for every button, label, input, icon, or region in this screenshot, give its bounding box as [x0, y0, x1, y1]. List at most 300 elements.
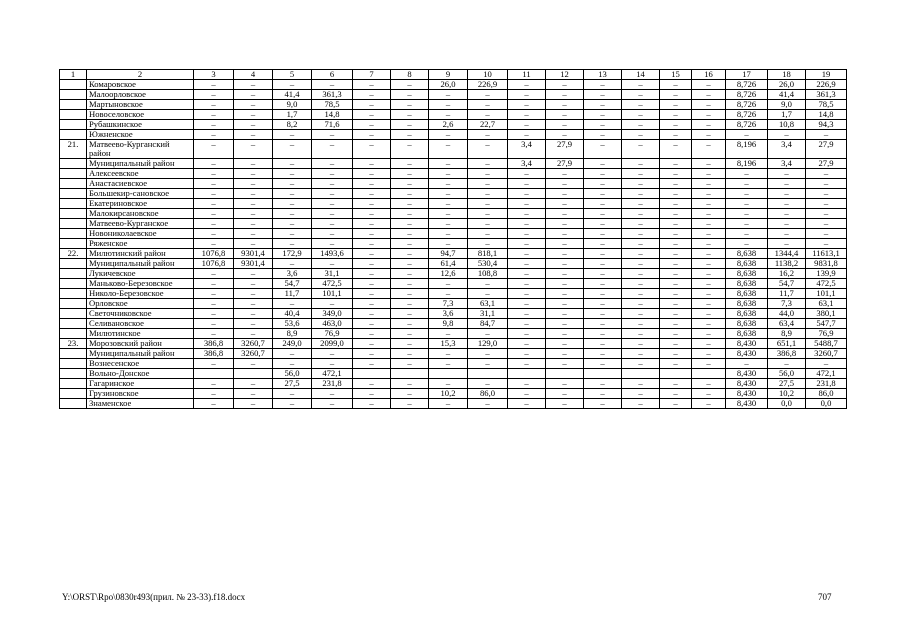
table-cell: 3,6 — [273, 269, 312, 279]
table-cell: 101,1 — [312, 289, 353, 299]
table-cell: 63,1 — [806, 299, 847, 309]
table-cell: – — [622, 319, 660, 329]
table-cell: – — [584, 379, 622, 389]
header-cell: 5 — [273, 70, 312, 80]
table-cell: 101,1 — [806, 289, 847, 299]
table-cell: – — [194, 80, 234, 90]
table-cell: – — [508, 239, 546, 249]
table-cell: – — [468, 90, 508, 100]
table-cell: – — [622, 349, 660, 359]
table-row — [60, 249, 847, 259]
table-cell: – — [273, 159, 312, 169]
table-cell: 21. — [60, 140, 87, 159]
header-cell: 13 — [584, 70, 622, 80]
table-cell: – — [429, 279, 468, 289]
table-cell: 8,638 — [726, 259, 768, 269]
table-cell: – — [194, 239, 234, 249]
table-cell: – — [726, 219, 768, 229]
table-cell: – — [194, 379, 234, 389]
table-cell: – — [353, 239, 391, 249]
table-cell: 651,1 — [768, 339, 806, 349]
table-cell: – — [806, 199, 847, 209]
table-cell: 3260,7 — [234, 349, 273, 359]
table-cell: – — [660, 219, 692, 229]
table-cell: – — [692, 289, 726, 299]
table-cell: 361,3 — [806, 90, 847, 100]
table-cell: – — [546, 229, 584, 239]
table-cell: – — [584, 140, 622, 159]
table-cell: – — [584, 219, 622, 229]
table-cell: – — [692, 130, 726, 140]
table-cell: – — [194, 269, 234, 279]
table-cell: – — [726, 130, 768, 140]
table-cell: – — [622, 359, 660, 369]
table-cell: – — [234, 219, 273, 229]
table-cell: – — [234, 100, 273, 110]
table-cell: – — [546, 110, 584, 120]
table-cell: – — [468, 100, 508, 110]
table-cell: – — [429, 359, 468, 369]
table-cell: – — [429, 329, 468, 339]
table-row — [60, 80, 847, 90]
table-cell — [622, 369, 660, 379]
table-cell: 8,9 — [273, 329, 312, 339]
table-cell: – — [768, 199, 806, 209]
header-cell: 16 — [692, 70, 726, 80]
table-row — [60, 199, 847, 209]
table-cell: – — [194, 199, 234, 209]
table-cell: – — [508, 229, 546, 239]
table-row — [60, 289, 847, 299]
table-row — [60, 319, 847, 329]
table-cell: – — [312, 199, 353, 209]
table-cell: – — [806, 209, 847, 219]
table-cell: – — [234, 140, 273, 159]
table-cell: – — [273, 80, 312, 90]
table-cell: – — [391, 399, 429, 409]
table-cell: – — [584, 189, 622, 199]
table-cell: 8,726 — [726, 80, 768, 90]
table-cell: 2099,0 — [312, 339, 353, 349]
table-cell: 11613,1 — [806, 249, 847, 259]
table-cell: – — [660, 169, 692, 179]
table-cell — [60, 159, 87, 169]
table-cell: – — [692, 179, 726, 189]
table-cell: – — [584, 239, 622, 249]
table-cell: – — [546, 90, 584, 100]
table-cell: 386,8 — [194, 339, 234, 349]
table-cell: – — [391, 379, 429, 389]
table-cell: – — [429, 140, 468, 159]
table-cell: – — [353, 209, 391, 219]
table-row — [60, 100, 847, 110]
table-cell: – — [391, 120, 429, 130]
table-cell: – — [468, 329, 508, 339]
table-cell: – — [622, 259, 660, 269]
table-cell: – — [273, 229, 312, 239]
table-cell: – — [391, 349, 429, 359]
table-cell: 41,4 — [273, 90, 312, 100]
table-cell: – — [353, 389, 391, 399]
table-cell: 9301,4 — [234, 259, 273, 269]
table-cell: – — [508, 339, 546, 349]
table-cell — [60, 219, 87, 229]
table-cell: – — [429, 239, 468, 249]
table-cell: – — [768, 239, 806, 249]
table-cell: – — [546, 100, 584, 110]
table-cell: – — [768, 179, 806, 189]
table-cell: 8,726 — [726, 90, 768, 100]
table-cell: – — [312, 359, 353, 369]
table-cell: Анастасиевское — [87, 179, 194, 189]
table-cell: 226,9 — [806, 80, 847, 90]
table-cell: – — [391, 140, 429, 159]
table-cell: – — [660, 120, 692, 130]
table-cell: 11,7 — [273, 289, 312, 299]
table-cell: – — [234, 90, 273, 100]
table-cell: – — [584, 269, 622, 279]
table-cell: – — [584, 329, 622, 339]
table-cell — [60, 199, 87, 209]
table-row — [60, 349, 847, 359]
table-cell: – — [273, 189, 312, 199]
table-cell: – — [584, 120, 622, 130]
table-cell: – — [660, 269, 692, 279]
table-cell: – — [194, 110, 234, 120]
table-cell: – — [660, 299, 692, 309]
table-cell: 139,9 — [806, 269, 847, 279]
table-cell — [60, 120, 87, 130]
table-cell: – — [622, 169, 660, 179]
table-cell: – — [353, 259, 391, 269]
table-cell: – — [508, 389, 546, 399]
table-cell: – — [622, 159, 660, 169]
table-cell — [60, 329, 87, 339]
table-cell: – — [234, 309, 273, 319]
table-cell: – — [660, 279, 692, 289]
table-cell: – — [660, 80, 692, 90]
table-cell: – — [468, 349, 508, 359]
table-cell: – — [468, 359, 508, 369]
table-cell: – — [622, 100, 660, 110]
table-cell: 8,638 — [726, 269, 768, 279]
table-cell: – — [622, 209, 660, 219]
table-cell: – — [194, 389, 234, 399]
table-cell: 94,7 — [429, 249, 468, 259]
table-cell: – — [726, 169, 768, 179]
table-cell: – — [546, 199, 584, 209]
table-cell — [60, 90, 87, 100]
table-cell: – — [234, 209, 273, 219]
table-cell: – — [468, 140, 508, 159]
table-cell: 8,638 — [726, 329, 768, 339]
table-cell: Грузиновское — [87, 389, 194, 399]
table-cell: – — [660, 189, 692, 199]
table-cell — [60, 229, 87, 239]
table-cell: – — [660, 259, 692, 269]
table-cell: Николо-Березовское — [87, 289, 194, 299]
table-cell: – — [768, 209, 806, 219]
table-cell: – — [622, 339, 660, 349]
table-cell: 472,5 — [806, 279, 847, 289]
table-cell: 1138,2 — [768, 259, 806, 269]
table-row — [60, 339, 847, 349]
table-cell — [60, 299, 87, 309]
table-cell: – — [508, 80, 546, 90]
table-cell: – — [353, 189, 391, 199]
table-cell: – — [429, 110, 468, 120]
table-cell: – — [468, 279, 508, 289]
table-cell: – — [468, 399, 508, 409]
table-row — [60, 140, 847, 159]
table-cell: 8,638 — [726, 319, 768, 329]
table-cell: 10,2 — [768, 389, 806, 399]
table-cell: 94,3 — [806, 120, 847, 130]
table-cell: 231,8 — [806, 379, 847, 389]
table-cell: – — [194, 229, 234, 239]
table-cell: – — [429, 379, 468, 389]
table-cell: – — [546, 189, 584, 199]
table-cell: – — [353, 319, 391, 329]
table-cell: – — [692, 309, 726, 319]
table-cell — [60, 130, 87, 140]
table-cell: – — [622, 219, 660, 229]
table-cell — [60, 179, 87, 189]
table-cell: – — [391, 269, 429, 279]
table-cell: 63,4 — [768, 319, 806, 329]
table-cell: Мартыновское — [87, 100, 194, 110]
table-cell: 84,7 — [468, 319, 508, 329]
table-cell: – — [584, 309, 622, 319]
table-cell: – — [391, 80, 429, 90]
table-cell: – — [660, 359, 692, 369]
table-cell: 1344,4 — [768, 249, 806, 259]
table-cell: 76,9 — [806, 329, 847, 339]
table-row — [60, 169, 847, 179]
table-cell: 1,7 — [768, 110, 806, 120]
table-cell: – — [353, 110, 391, 120]
table-cell: 818,1 — [468, 249, 508, 259]
table-cell: 56,0 — [273, 369, 312, 379]
table-cell: – — [546, 349, 584, 359]
table-cell: 361,3 — [312, 90, 353, 100]
table-cell: 5488,7 — [806, 339, 847, 349]
table-cell: 41,4 — [768, 90, 806, 100]
table-cell — [60, 379, 87, 389]
table-cell: – — [429, 209, 468, 219]
table-cell: – — [273, 399, 312, 409]
table-cell: Гагаринское — [87, 379, 194, 389]
table-cell: 9301,4 — [234, 249, 273, 259]
table-cell: – — [622, 110, 660, 120]
table-cell: – — [429, 189, 468, 199]
table-cell: – — [468, 179, 508, 189]
table-cell: 472,1 — [806, 369, 847, 379]
table-cell: – — [768, 359, 806, 369]
table-cell: 23. — [60, 339, 87, 349]
table-cell: – — [726, 199, 768, 209]
table-cell: – — [353, 179, 391, 189]
table-cell: – — [768, 130, 806, 140]
table-cell: – — [234, 120, 273, 130]
table-cell: Милютинское — [87, 329, 194, 339]
table-cell: – — [429, 100, 468, 110]
table-cell: – — [622, 239, 660, 249]
table-row — [60, 239, 847, 249]
table-cell: – — [273, 389, 312, 399]
table-cell: – — [234, 229, 273, 239]
table-row — [60, 120, 847, 130]
table-cell: – — [584, 100, 622, 110]
table-cell: – — [692, 199, 726, 209]
table-cell: 10,8 — [768, 120, 806, 130]
data-table — [59, 69, 847, 409]
table-cell: – — [391, 249, 429, 259]
table-cell: 3,6 — [429, 309, 468, 319]
table-cell: 8,196 — [726, 140, 768, 159]
table-cell: – — [234, 289, 273, 299]
table-cell — [60, 209, 87, 219]
table-cell: – — [584, 399, 622, 409]
table-cell: – — [468, 159, 508, 169]
table-cell: – — [546, 209, 584, 219]
header-cell: 15 — [660, 70, 692, 80]
table-cell — [60, 309, 87, 319]
table-cell: – — [273, 179, 312, 189]
table-cell: – — [508, 179, 546, 189]
table-cell: – — [692, 120, 726, 130]
table-cell — [234, 369, 273, 379]
table-cell: – — [806, 359, 847, 369]
header-cell: 9 — [429, 70, 468, 80]
table-cell — [508, 369, 546, 379]
table-cell: Рубашкинское — [87, 120, 194, 130]
table-cell: – — [391, 339, 429, 349]
table-cell: – — [692, 259, 726, 269]
table-cell: – — [353, 399, 391, 409]
table-cell: Вольно-Донское — [87, 369, 194, 379]
table-cell: – — [353, 219, 391, 229]
table-cell: – — [312, 259, 353, 269]
table-row — [60, 130, 847, 140]
table-cell: 0,0 — [768, 399, 806, 409]
table-cell: 3260,7 — [234, 339, 273, 349]
table-cell — [194, 369, 234, 379]
table-cell: – — [806, 169, 847, 179]
table-cell: 547,7 — [806, 319, 847, 329]
table-cell: 22. — [60, 249, 87, 259]
table-cell: – — [508, 319, 546, 329]
table-cell: – — [692, 269, 726, 279]
table-cell — [60, 279, 87, 289]
table-cell: Лукичевское — [87, 269, 194, 279]
table-cell: 1076,8 — [194, 259, 234, 269]
table-cell: 9831,8 — [806, 259, 847, 269]
table-cell: – — [584, 389, 622, 399]
table-cell: Муниципальный район — [87, 159, 194, 169]
table-cell — [60, 269, 87, 279]
table-cell: – — [660, 309, 692, 319]
table-cell: – — [584, 319, 622, 329]
table-cell — [60, 319, 87, 329]
table-cell: 3260,7 — [806, 349, 847, 359]
table-cell: – — [312, 399, 353, 409]
table-row — [60, 369, 847, 379]
document-path: Y:\ORST\Rpo\0830r493(прил. № 23-33).f18.docx — [62, 592, 246, 602]
table-cell: 27,9 — [806, 159, 847, 169]
table-cell: – — [546, 130, 584, 140]
table-cell: – — [234, 159, 273, 169]
table-cell: – — [273, 349, 312, 359]
table-cell: – — [622, 120, 660, 130]
table-cell — [60, 289, 87, 299]
table-cell: – — [546, 339, 584, 349]
table-cell: – — [546, 169, 584, 179]
table-cell: – — [508, 199, 546, 209]
table-cell: – — [194, 319, 234, 329]
table-cell: – — [546, 359, 584, 369]
table-cell: 386,8 — [768, 349, 806, 359]
table-cell: Южненское — [87, 130, 194, 140]
table-cell: – — [768, 169, 806, 179]
table-cell: – — [622, 140, 660, 159]
table-cell: – — [660, 349, 692, 359]
table-cell: – — [312, 239, 353, 249]
table-cell: – — [429, 179, 468, 189]
table-cell: – — [508, 279, 546, 289]
table-cell: – — [508, 209, 546, 219]
table-cell: – — [508, 100, 546, 110]
table-cell: – — [194, 299, 234, 309]
table-cell: – — [622, 130, 660, 140]
table-cell: – — [692, 219, 726, 229]
table-cell: Алексеевское — [87, 169, 194, 179]
table-cell: – — [692, 159, 726, 169]
table-cell: – — [584, 299, 622, 309]
table-cell: – — [429, 229, 468, 239]
table-cell: 31,1 — [468, 309, 508, 319]
table-cell: – — [391, 110, 429, 120]
table-cell: – — [273, 359, 312, 369]
table-cell: 380,1 — [806, 309, 847, 319]
table-row — [60, 90, 847, 100]
table-cell: – — [508, 90, 546, 100]
table-cell: 9,8 — [429, 319, 468, 329]
header-cell: 8 — [391, 70, 429, 80]
table-row — [60, 359, 847, 369]
table-cell: – — [391, 259, 429, 269]
table-cell: – — [622, 229, 660, 239]
table-cell: Матвеево-Курганский район — [87, 140, 194, 159]
table-cell: Маньково-Березовское — [87, 279, 194, 289]
table-cell: – — [468, 110, 508, 120]
table-cell: – — [660, 239, 692, 249]
header-row — [60, 70, 847, 80]
table-cell: 14,8 — [806, 110, 847, 120]
table-cell: – — [391, 239, 429, 249]
table-cell: – — [726, 239, 768, 249]
table-cell: – — [692, 100, 726, 110]
table-cell: – — [584, 159, 622, 169]
table-cell: – — [273, 219, 312, 229]
table-cell: 63,1 — [468, 299, 508, 309]
table-cell: – — [622, 80, 660, 90]
table-cell: – — [508, 120, 546, 130]
table-cell: Новониколаевское — [87, 229, 194, 239]
table-cell: 53,6 — [273, 319, 312, 329]
table-cell: – — [353, 329, 391, 339]
table-body — [60, 70, 847, 409]
